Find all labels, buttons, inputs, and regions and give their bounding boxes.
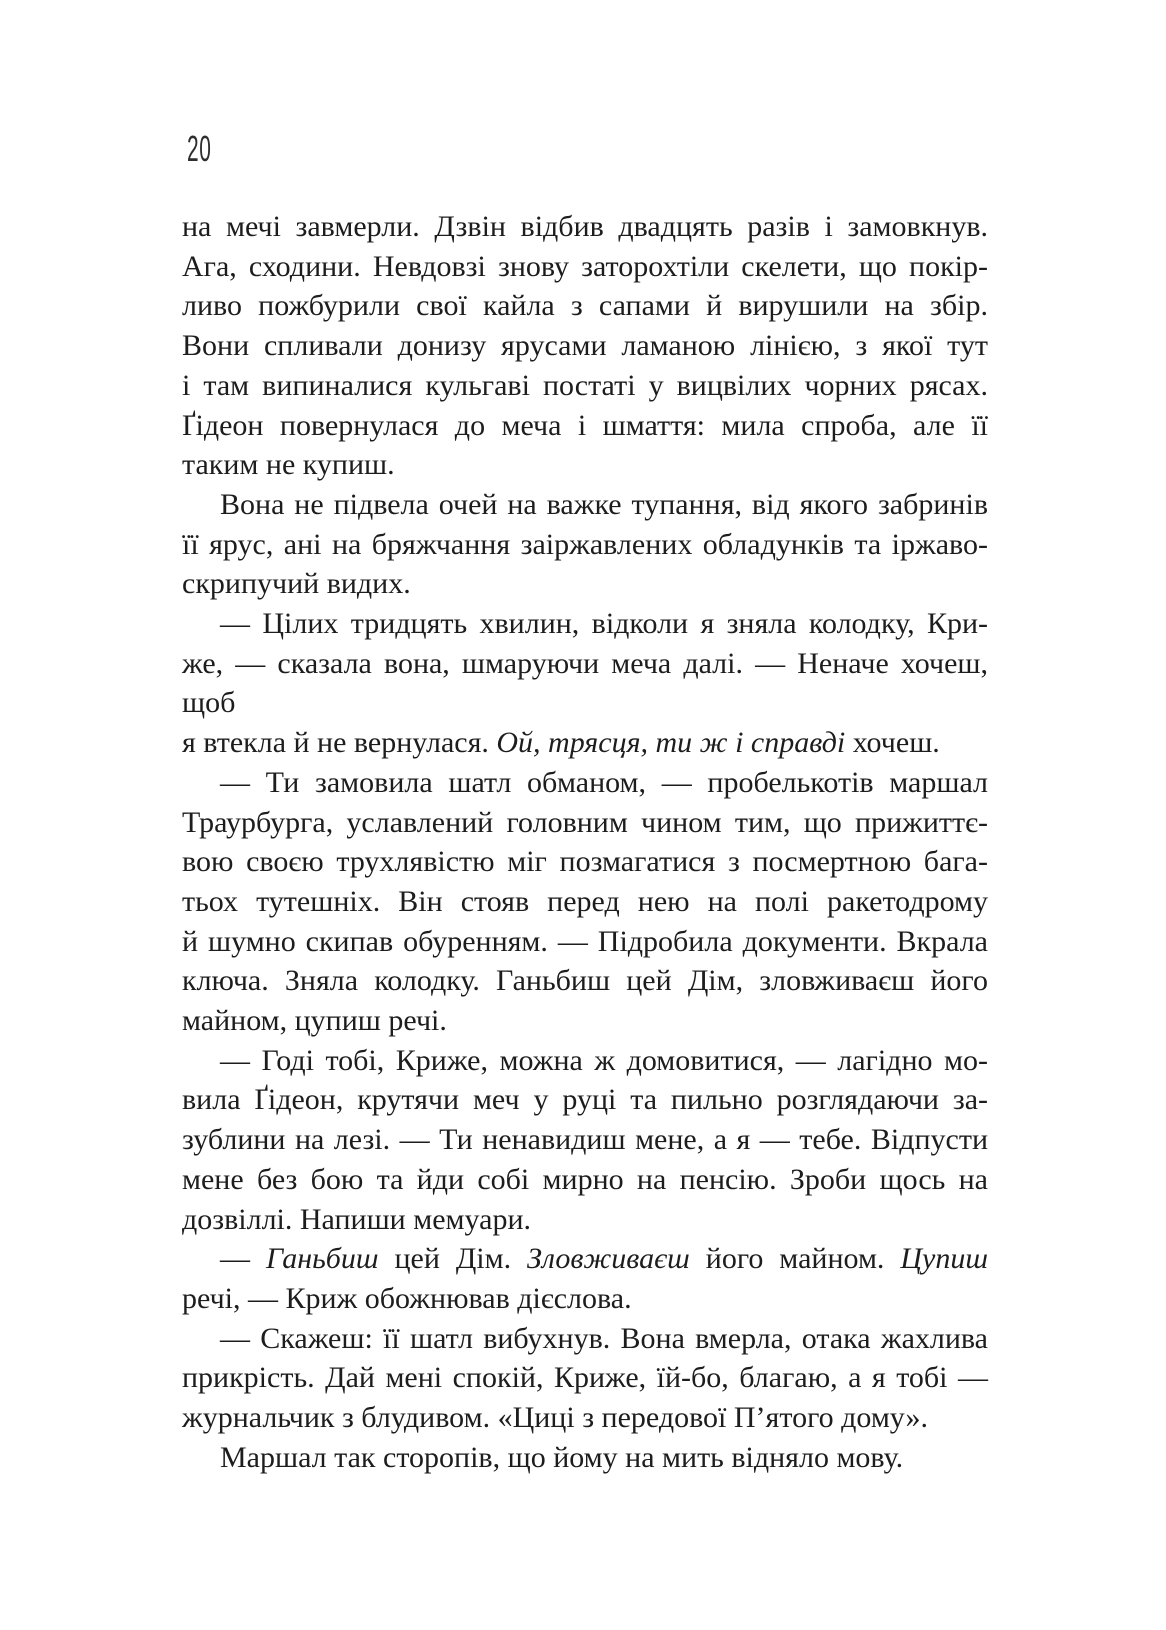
text-line [182,1279,988,1319]
text-segment: Вони спливали донизу ярусами ламаною лінією, з якої тут [182,329,988,363]
text-segment: — Цілих тридцять хвилин, відколи я зняла колодку, Кри- [220,607,988,641]
paragraph [182,1438,988,1478]
text-line [182,485,988,525]
text-line [182,961,988,1001]
text-segment: зублини на лезі. — Ти ненавидиш мене, а я — тебе. Відпусти [182,1123,988,1157]
text-segment: його майном. [689,1242,901,1276]
text-line [182,723,988,763]
text-segment: прикрість. Дай мені спокій, Криже, їй-бо, благаю, а я тобі — [182,1361,988,1395]
page-number: 20 [187,128,212,169]
text-line [182,1438,988,1478]
text-line [182,564,988,604]
text-segment: цей Дім. [378,1242,528,1276]
italic-text: Ганьбиш [265,1242,379,1276]
text-line [182,882,988,922]
text-segment: вою своєю трухлявістю міг позмагатися з посмертною бага- [182,845,988,879]
text-segment: — Ти замовила шатл обманом, — пробелькотів маршал [220,765,988,799]
text-line [182,604,988,644]
text-segment: її ярус, ані на бряжчання заіржавлених обладунків та іржаво- [182,527,988,561]
text-segment: мене без бою та йди собі мирно на пенсію. Зроби щось на [182,1162,988,1196]
text-segment: майном, цупиш речі. [182,1004,447,1038]
text-segment: я втекла й не вернулася. [182,726,497,760]
text-line [182,247,988,287]
text-segment: — Годі тобі, Криже, можна ж домовитися, — лагідно мо- [220,1043,988,1077]
text-line [182,1080,988,1120]
text-segment: ливо пожбурили свої кайла з сапами й вирушили на збір. [182,289,988,323]
text-line [182,922,988,962]
text-segment: скрипучий видих. [182,567,411,601]
text-segment: Ага, сходини. Невдовзі знову заторохтіли скелети, що покір- [182,249,988,283]
italic-text: Цупиш [900,1242,988,1276]
text-line [182,1200,988,1240]
text-segment: Маршал так сторопів, що йому на мить відняло мову. [220,1440,904,1474]
paragraph [182,1319,988,1438]
paragraph [182,604,988,763]
text-line [182,525,988,565]
text-line [182,286,988,326]
text-line [182,763,988,803]
text-segment: Вона не підвела очей на важке тупання, від якого забринів [220,487,988,521]
text-line [182,326,988,366]
text-line [182,1358,988,1398]
text-segment: хочеш. [845,726,940,760]
text-segment: — Скажеш: її шатл вибухнув. Вона вмерла, отака жахлива [220,1321,988,1355]
text-segment: Траурбурга, уславлений головним чином тим, що прижиттє- [182,805,988,839]
text-segment: і там випиналися кульгаві постаті у вицвілих чорних рясах. [182,368,988,402]
paragraph [182,207,988,485]
text-segment: вила Ґідеон, крутячи меч у руці та пильно розглядаючи за- [182,1083,988,1117]
paragraph [182,485,988,604]
text-segment: й шумно скипав обуренням. — Підробила документи. Вкрала [182,924,988,958]
text-segment: дозвіллі. Напиши мемуари. [182,1202,531,1236]
text-segment: ключа. Зняла колодку. Ганьбиш цей Дім, зловживаєш його [182,964,988,998]
paragraph [182,1239,988,1318]
text-line [182,644,988,723]
text-line [182,1041,988,1081]
text-line [182,1001,988,1041]
text-segment: речі, — Криж обожнював дієслова. [182,1281,632,1315]
text-line [182,1239,988,1279]
text-segment: Ґідеон повернулася до меча і шмаття: мила спроба, але її [182,408,988,442]
text-line [182,445,988,485]
text-line [182,207,988,247]
text-line [182,406,988,446]
italic-text: Ой, трясця, ти ж і справді [496,726,846,760]
body-text [182,207,988,1478]
text-line [182,1319,988,1359]
text-segment: таким не купиш. [182,448,395,482]
text-segment: — [220,1242,266,1276]
italic-text: Зловживаєш [527,1242,690,1276]
text-line [182,842,988,882]
paragraph [182,1041,988,1240]
paragraph [182,763,988,1041]
text-segment: журнальчик з блудивом. «Циці з передової П’ятого дому». [182,1401,929,1435]
text-line [182,366,988,406]
text-segment: тьох тутешніх. Він стояв перед нею на полі ракетодрому [182,884,988,918]
text-segment: на мечі завмерли. Дзвін відбив двадцять разів і замовкнув. [182,210,988,243]
text-segment: же, — сказала вона, шмаруючи меча далі. — Неначе хочеш, щоб [182,646,988,720]
text-line [182,1398,988,1438]
text-line [182,1160,988,1200]
text-line [182,1120,988,1160]
text-line [182,803,988,843]
